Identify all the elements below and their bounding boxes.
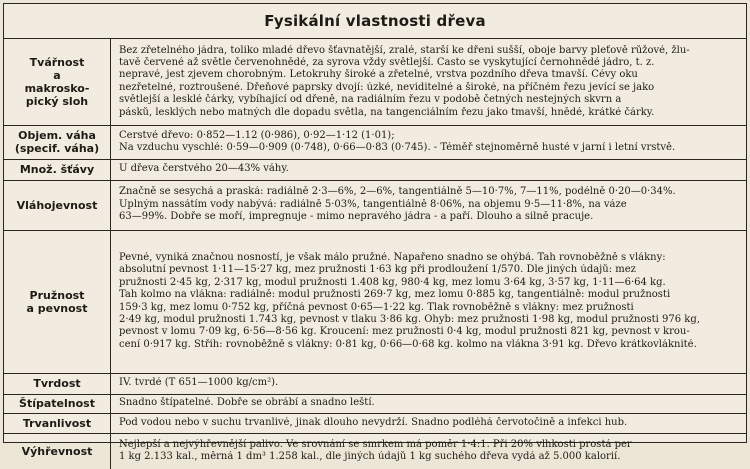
property-value-line: Snadno štípatelné. Dobře se obrábí a snadno leští. <box>119 397 375 409</box>
property-value-line: světlejší a lesklé čárky, vybíhající od dřeně, na radiálním řezu v podobě četných nestejných skvrn a <box>119 94 622 106</box>
property-row <box>4 125 746 159</box>
property-value <box>111 433 747 469</box>
property-value <box>111 180 747 230</box>
property-value-line: nepravé, jest zjevem chorobným. Letokruhy široké a zřetelné, vrstva pozdního dřeva tmavší. Cévy oku <box>119 69 638 81</box>
property-value-line: Čerstvé dřevo: 0·852—1.12 (0·986), 0·92—1·12 (1·01); <box>119 129 395 141</box>
property-row <box>4 159 746 180</box>
property-value <box>111 373 747 394</box>
property-label-line: Tvrdost <box>33 377 81 390</box>
property-value-line: absolutní pevnost 1·11—15·27 kg, mez pružnosti 1·63 kg při prodloužení 1/570. Dle jiných údajů: mez <box>119 264 636 276</box>
property-row <box>4 230 746 373</box>
property-label-line: makrosko- <box>24 81 90 95</box>
property-label-line: Výhřevnost <box>21 444 93 458</box>
property-label <box>4 39 111 125</box>
property-label-line: Množ. šťávy <box>19 163 95 176</box>
property-value-line: Pod vodou nebo v suchu trvanlivé, jinak dlouho nevydrží. Snadno podléhá červotočině a infekci hub. <box>119 416 628 428</box>
property-label-line: Objem. váha <box>18 129 96 142</box>
property-value-line: Pevné, vyniká značnou nosností, je však málo pružné. Napařeno snadno se ohýbá. Tah rovnoběžně s vlákny: <box>119 251 666 263</box>
property-value-line: 159·3 kg, mez lomu 0·752 kg, příčná pevnost 0·65—1·22 kg. Tlak rovnoběžně s vlákny: mez pružnosti <box>119 301 634 313</box>
property-table-sheet <box>3 3 747 463</box>
property-value-line: Bez zřetelného jádra, toliko mladé dřevo šťavnatější, zralé, starší ke dřeni sušší, oboje barvy pleťově růžové, žlu- <box>119 44 690 56</box>
property-row <box>4 39 746 125</box>
property-label <box>4 180 111 230</box>
property-label-line: Tvářnost <box>29 55 85 69</box>
properties-table <box>4 39 746 469</box>
property-value-line: nezřetelné, roztroušené. Dřeňové paprsky dvojí: úzké, neviditelné a široké, na příčném řezu jevící se jako <box>119 81 655 93</box>
property-label <box>4 159 111 180</box>
property-value <box>111 39 747 125</box>
property-row <box>4 394 746 413</box>
property-row <box>4 373 746 394</box>
property-value-line: pásků, lesklých nebo matných dle dopadu světla, na tangenciálním řezu jako tmavší, hnědé, krátké čárky. <box>119 106 655 118</box>
property-label <box>4 373 111 394</box>
property-value-line: Nejlepší a nejvýhřevnější palivo. Ve srovnání se smrkem má poměr 1·4:1. Při 20% vlhkosti prostá per <box>119 438 632 450</box>
property-row <box>4 433 746 469</box>
property-label-line: pický sloh <box>25 94 89 108</box>
property-label-line: Vláhojevnost <box>16 198 98 212</box>
property-value <box>111 413 747 433</box>
property-value-line: Značně se sesychá a praská: radiálně 2·3—6%, 2—6%, tangentiálně 5—10·7%, 7—11%, podélně 0·20—0·34%. <box>119 186 676 198</box>
property-value <box>111 230 747 373</box>
property-value-line: 63—99%. Dobře se moří, impregnuje - mimo nepravého jádra - a paří. Dlouho a silně pracuje. <box>119 211 594 223</box>
property-label <box>4 413 111 433</box>
property-value-line: cení 0·917 kg. Střih: rovnoběžně s vlákny: 0·81 kg, 0·66—0·68 kg. kolmo na vlákna 3·91 kg. Dřevo krátkovláknité. <box>119 338 697 350</box>
table-title: Fysikální vlastnosti dřeva <box>4 4 746 39</box>
property-label-line: Pružnost <box>29 288 85 302</box>
property-value-line: Tah kolmo na vlákna: radiálně: modul pružnosti 269·7 kg, mez lomu 0·885 kg, tangentiálně: modul pružnosti <box>119 289 671 301</box>
property-value-line: pevnost v lomu 7·09 kg, 6·56—8·56 kg. Kroucení: mez pružnosti 0·4 kg, modul pružnosti 821 kg, pevnost v krou- <box>119 326 690 338</box>
property-label <box>4 433 111 469</box>
property-value-line: tavě červené až světle červenohnědé, za syrova vždy světlejší. Často se vyskytující černohnědé jádro, t. z. <box>119 56 655 68</box>
property-value-line: U dřeva čerstvého 20—43% váhy. <box>119 163 289 175</box>
property-value <box>111 159 747 180</box>
property-value-line: Na vzduchu vyschlé: 0·59—0·909 (0·748), 0·66—0·83 (0·745). - Téměř stejnoměrně husté v jarní i letní vrstvě. <box>119 142 676 153</box>
property-value-line: IV. tvrdé (T 651—1000 kg/cm²). <box>119 377 279 389</box>
property-value-line: 2·49 kg, modul pružnosti 1.743 kg, pevnost v tlaku 3·86 kg. Ohyb: mez pružnosti 1·98 kg, modul pružnosti 976 kg, <box>119 313 700 325</box>
property-label-line: Štípatelnost <box>19 397 95 410</box>
property-label <box>4 125 111 159</box>
property-label-line: (specif. váha) <box>14 142 100 155</box>
property-value-line: Úplným nassátím vody nabývá: radiálně 5·03%, tangentiálně 8·06%, na objemu 9·5—11·8%, na váze <box>119 198 627 210</box>
property-label-line: a <box>53 68 61 82</box>
property-label <box>4 230 111 373</box>
property-value <box>111 125 747 159</box>
property-label <box>4 394 111 413</box>
property-label-line: a pevnost <box>26 301 88 315</box>
property-row <box>4 413 746 433</box>
property-label-line: Trvanlivost <box>22 416 92 430</box>
property-value <box>111 394 747 413</box>
property-row <box>4 180 746 230</box>
property-value-line: 1 kg 2.133 kal., měrná 1 dm³ 1.258 kal., dle jiných údajů 1 kg suchého dřeva vydá až 5.000 kalorií. <box>119 451 621 463</box>
property-value-line: pružnosti 2·45 kg, 2·317 kg, modul pružnosti 1.408 kg, 980·4 kg, mez lomu 3·64 kg, 3·57 kg, 1·11—6·64 kg. <box>119 276 666 288</box>
